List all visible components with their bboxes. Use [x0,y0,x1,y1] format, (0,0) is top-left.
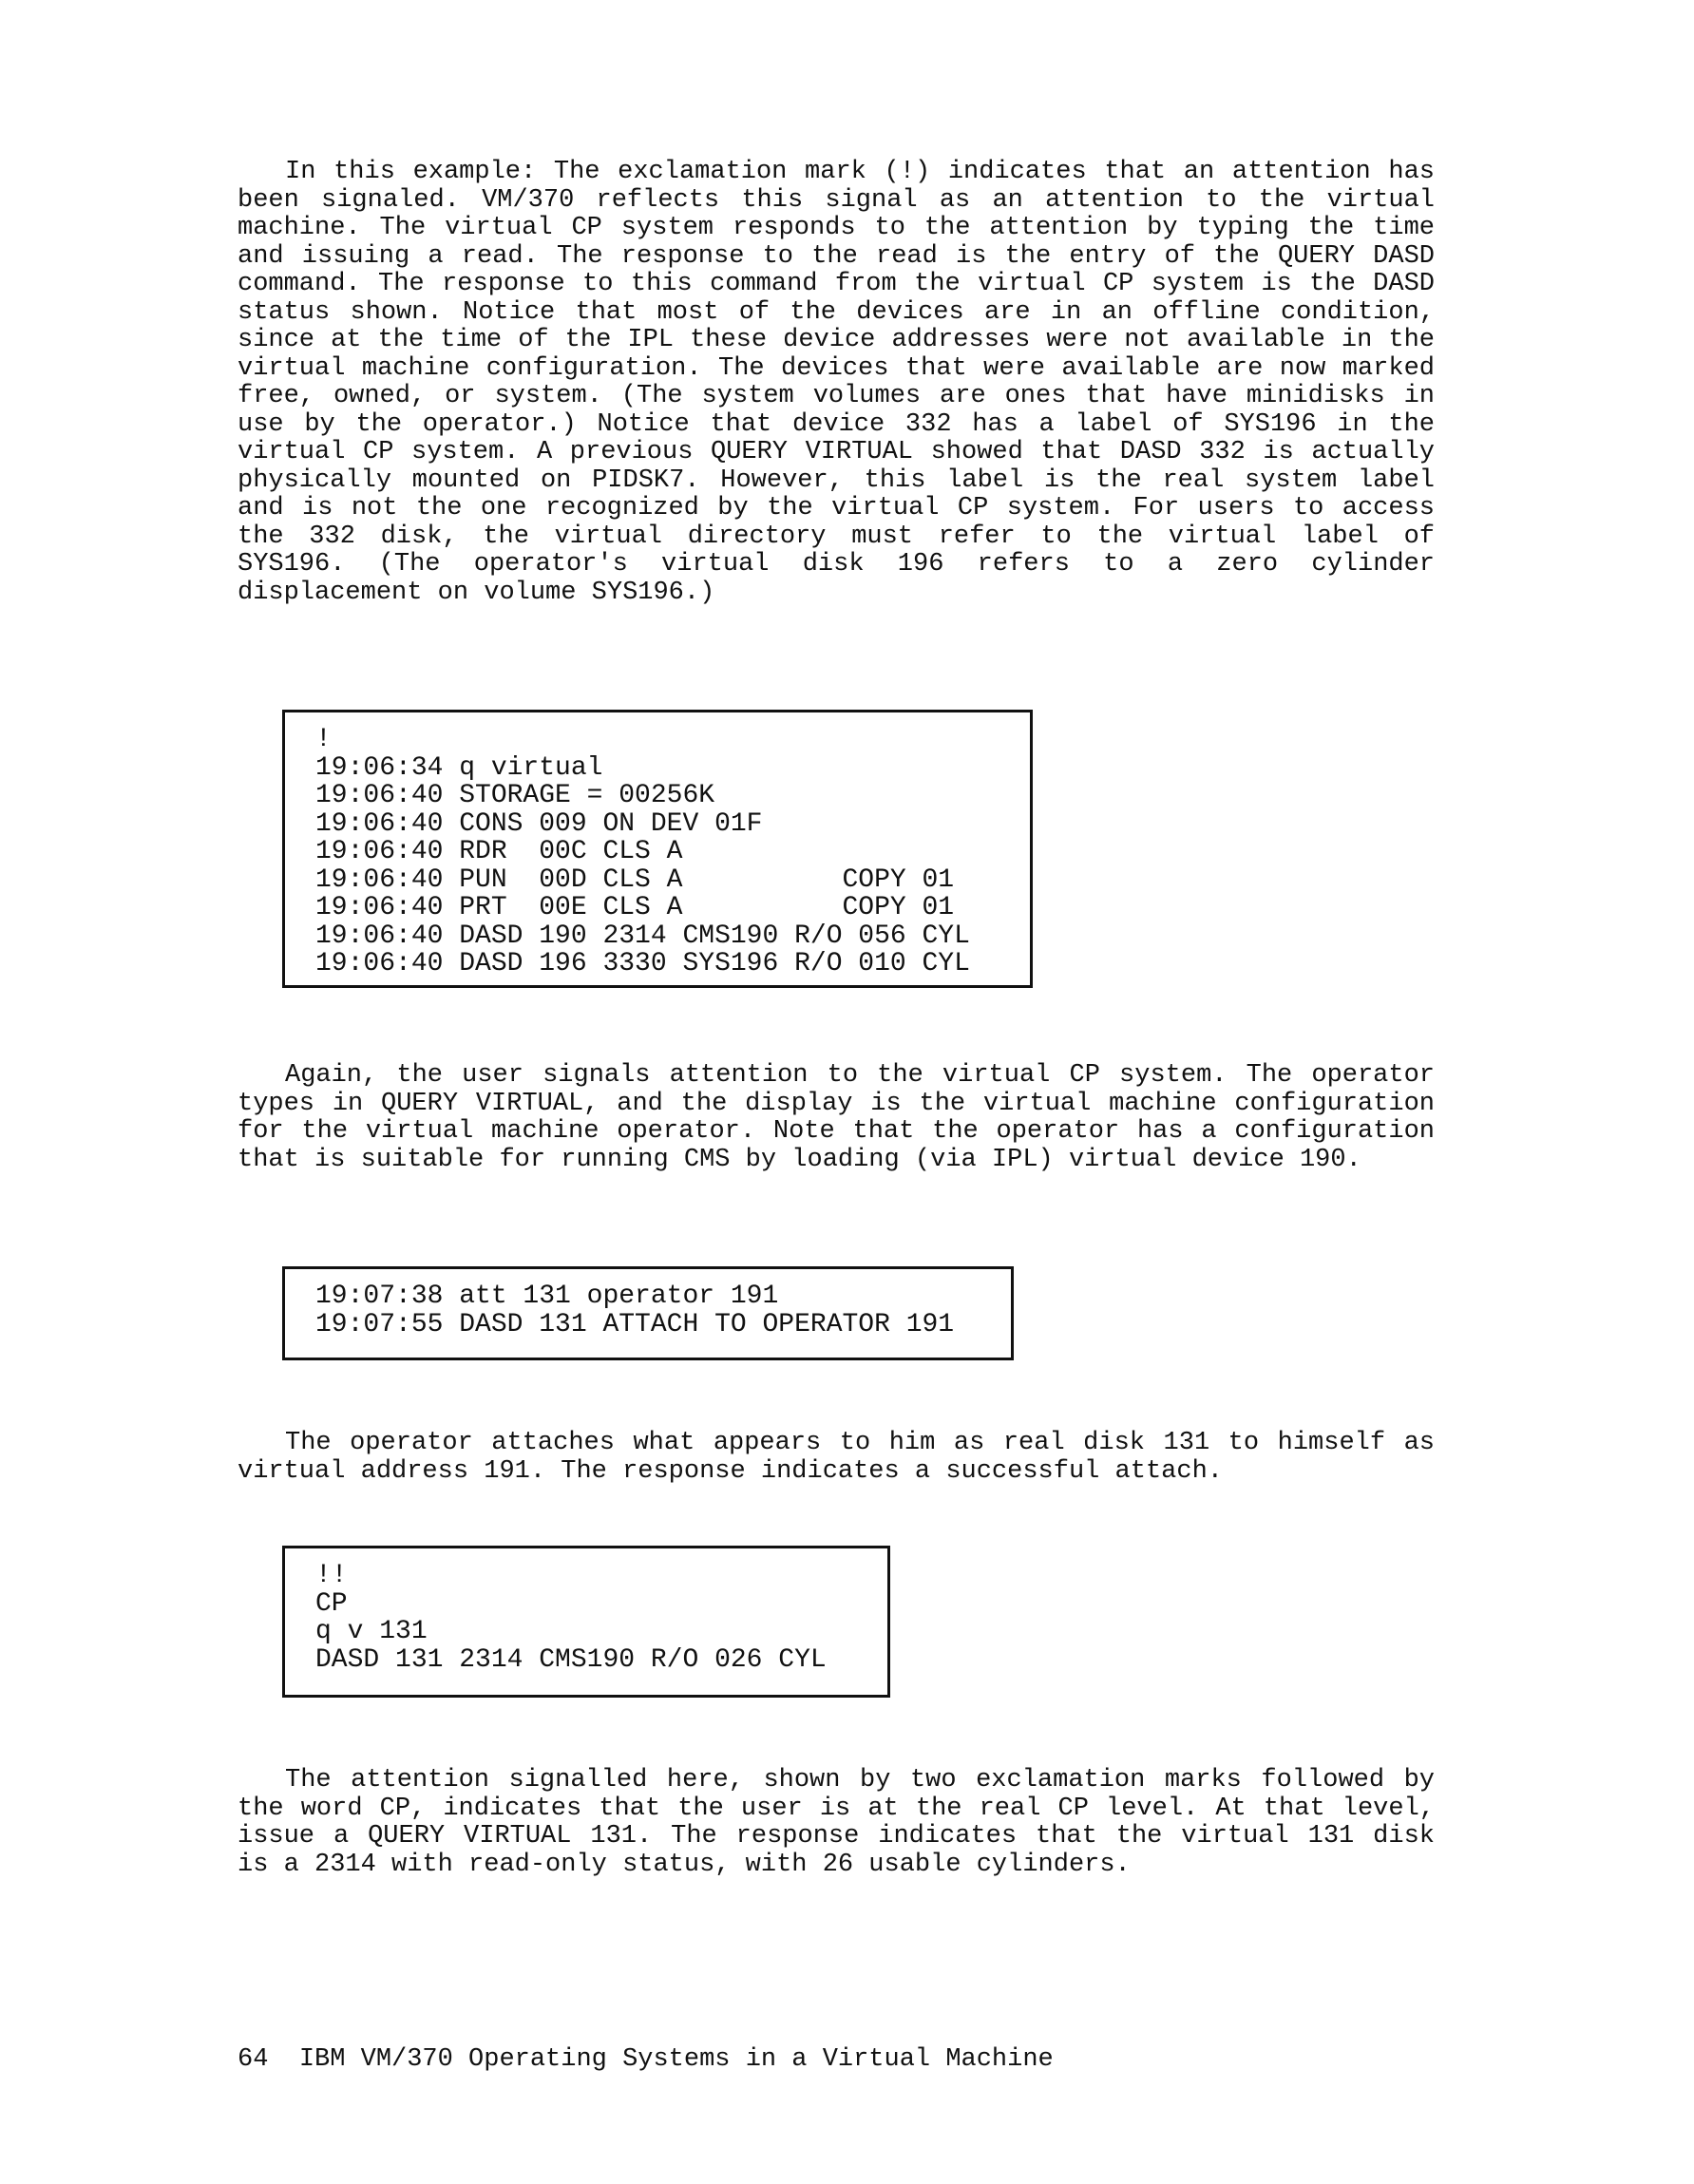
paragraph-cp-level-text: The attention signalled here, shown by two exclamation marks followed by the word CP, indicates that the user is at the real CP level. At that level, issue a QUERY VIRTUAL 131. The response indicates that the virtual 131 disk is a 2314 with read-only status, with 26 usable cylinders. [238,1766,1435,1879]
footer-title: IBM VM/370 Operating Systems in a Virtual Machine [298,2045,1054,2074]
console-line: 19:07:38 att 131 operator 191 [315,1282,779,1311]
console-line: q v 131 [315,1617,428,1646]
paragraph-intro-text: In this example: The exclamation mark (!) indicates that an attention has been signaled. VM/370 reflects this signal as an attention to the virtual machine. The virtual CP system responds to the attention by typing the time and issuing a read. The response to the read is the entry of the QUERY DASD command. The response to this command from the virtual CP system is the DASD status shown. Notice that most of the devices are in an offline condition, since at the time of the IPL these device addresses were not available in the virtual machine configuration. The devices that were available are now marked free, owned, or system. (The system volumes are ones that have minidisks in use by the operator.) Notice that device 332 has a label of SYS196 in the virtual CP system. A previous QUERY VIRTUAL showed that DASD 332 is actually physically mounted on PIDSK7. However, this label is the real system label and is not the one recognized by the virtual CP system. For users to access the 332 disk, the virtual directory must refer to the virtual label of SYS196. (The operator's virtual disk 196 refers to a zero cylinder displacement on volume SYS196.) [238,158,1435,607]
console-line: 19:06:40 RDR 00C CLS A [315,837,683,866]
console-line: 19:06:40 PUN 00D CLS A COPY 01 [315,864,955,895]
console-line: 19:07:55 DASD 131 ATTACH TO OPERATOR 191 [315,1309,955,1339]
paragraph-query-virtual [238,1062,1435,1174]
console-line: 19:06:40 PRT 00E CLS A COPY 01 [315,893,955,922]
console-line: 19:06:40 DASD 196 3330 SYS196 R/O 010 CYL [315,949,970,978]
paragraph-attach-text: The operator attaches what appears to him as real disk 131 to himself as virtual address 191. The response indicates a successful attach. [238,1429,1435,1486]
console-line: 19:06:40 DASD 190 2314 CMS190 R/O 056 CYL [315,921,970,951]
console-line: 19:06:34 q virtual [315,752,603,783]
console-line: !! [315,1561,348,1590]
paragraph-intro [238,159,1435,607]
page-footer [238,2045,1054,2074]
paragraph-query-virtual-text: Again, the user signals attention to the virtual CP system. The operator types in QUERY VIRTUAL, and the display is the virtual machine configuration for the virtual machine operator. Note that the operator has a configuration that is suitable for running CMS by loading (via IPL) virtual device 190. [238,1061,1435,1174]
console-line: 19:06:40 CONS 009 ON DEV 01F [315,808,763,839]
console-block-attach [282,1266,1014,1360]
paragraph-cp-level [238,1767,1435,1879]
console-block-query-virtual [282,710,1033,988]
console-line: CP [315,1588,348,1619]
console-line: ! [315,725,332,754]
console-line: DASD 131 2314 CMS190 R/O 026 CYL [315,1644,827,1675]
page-number: 64 [238,2045,269,2074]
paragraph-attach [238,1430,1435,1486]
console-block-cp-query [282,1546,890,1698]
console-line: 19:06:40 STORAGE = 00256K [315,781,715,810]
